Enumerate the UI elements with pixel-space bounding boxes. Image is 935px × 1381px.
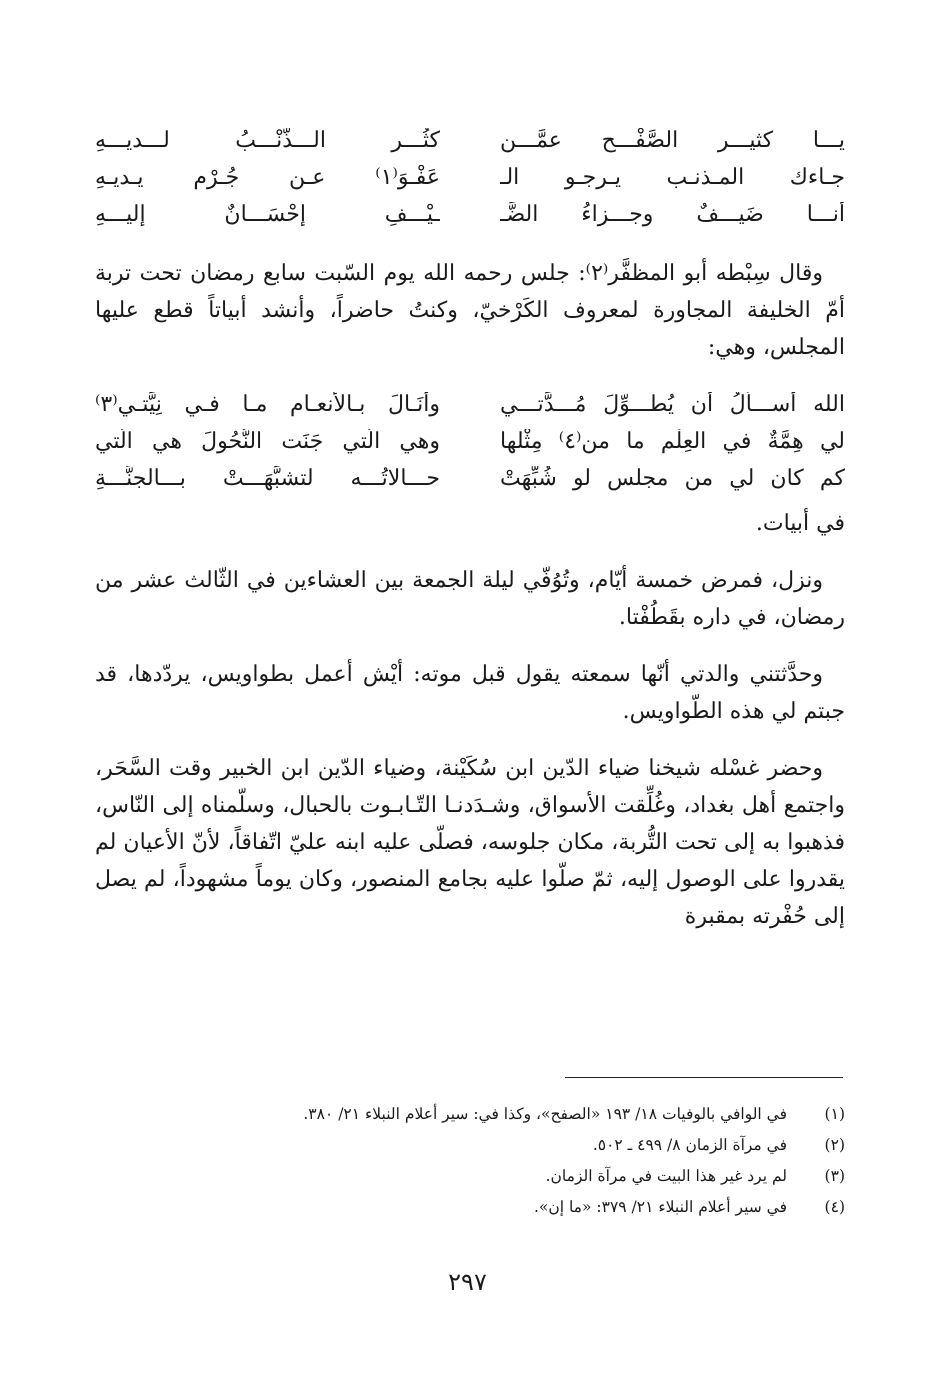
page-body [95,122,845,935]
verse-left-hemistich: عَفْـوَ⁽١⁾ عـن جُـرْم يـديـهِ [95,165,440,190]
verse-right-hemistich: يـــا كثيـــر الصَّفْـــح عمَّـــن [500,128,845,153]
footnote-number: (٢) [824,1135,845,1154]
verse-left-hemistich: كثُـــر الـــذَّنْـــبُ لـــديـــهِ [95,128,440,153]
paragraph-mother-account: وحدَّثتني والدتي أنّها سمعته يقول قبل موته: أيْش أعمل بطواويس، يردّدها، قد جبتم لي هذه الطّواويس. [95,662,845,724]
verse-left-hemistich: وأنَـالَ بـالأنعـام مـا فـي نِيَّتـي⁽٣⁾ [95,392,440,417]
verse-right-hemistich: الله أســـأَلُ أن يُطـــوِّلَ مُـــدَّتـــي [500,392,845,417]
footnote-text: لم يرد غير هذا البيت في مرآة الزمان. [545,1166,787,1185]
verse-left-hemistich: وهي الّتي جَنَت النُّحُولَ هي الّتي [95,429,440,454]
paragraph-funeral: وحضر غسْله شيخنا ضياء الدّين ابن سُكَيْنة، وضياء الدّين ابن الخبير وقت السَّحَر، واجتمع أهل بغداد، وغُلِّقت الأسواق، وشـدَدنـا التّـابـوت بالحبال، وسلّمناه إلى النّاس، فذهبوا به إلى تحت التُّربة، مكان جلوسه، فصلّى عليه ابنه عليّ اتّفاقاً، لأنّ الأعيان لم يقدروا على الوصول إليه، ثمّ صلّوا عليه بجامع المنصور، وكان يوماً مشهوداً، لم يصل إلى حُفْرته بمقبرة [95,756,846,929]
verse-right-hemistich: لي هِمَّةٌ في العِلْم ما من⁽٤⁾ مِثْلها [500,429,845,454]
page-number: ٢٩٧ [448,1268,487,1296]
footnote-text: في مرآة الزمان ٨/ ٤٩٩ ـ ٥٠٢. [592,1135,787,1154]
verse [95,122,845,159]
paragraph-sibt-account: وقال سِبْطه أبو المظفَّر⁽٢⁾: جلس رحمه الله يوم السّبت سابع رمضان تحت تربة أمّ الخليفة المجاورة لمعروف الكَرْخيّ، وكنتُ حاضراً، وأنشد أبياتاً قطع عليها المجلس، وهي: [95,261,845,360]
verse-left-hemistich: ـيْـــفِ إحْسَـــانٌ إليـــهِ [95,202,440,227]
verse-right-hemistich: كم كان لي من مجلسٍ لو شُبِّهَتْ [500,466,845,491]
poem-second [95,386,845,497]
verse [95,423,845,460]
footnote-number: (٣) [824,1166,845,1185]
verse [95,196,845,233]
verse-left-hemistich: حـــالاتُـــه لتشبَّهَـــتْ بـــالجنَّـــةِ [95,466,440,491]
verse-right-hemistich: جـاءك المـذنـب يـرجـو الـ [500,165,845,190]
verse [95,460,845,497]
footnote-divider [565,1077,843,1078]
paragraph-tail: في أبيات. [755,511,845,536]
verse [95,386,845,423]
footnote [303,1160,845,1191]
footnote [303,1098,845,1129]
verse-right-hemistich: أنـــا ضَيـــفٌ وجـــزاءُ الضَّـ [500,202,845,227]
paragraph-death: ونزل، فمرض خمسة أيّام، وتُوُفّي ليلة الجمعة بين العشاءين في الثّالث عشر من رمضان، في داره بقَطُفْتا. [95,568,845,630]
footnote [303,1129,845,1160]
footnote-text: في الوافي بالوفيات ١٨/ ١٩٣ «الصفح»، وكذا في: سير أعلام النبلاء ٢١/ ٣٨٠. [303,1104,787,1123]
verse [95,159,845,196]
footnote-number: (١) [824,1104,845,1123]
footnote [303,1191,845,1222]
footnotes [303,1098,845,1222]
poem-first [95,122,845,233]
footnote-text: في سير أعلام النبلاء ٢١/ ٣٧٩: «ما إن». [533,1197,787,1216]
footnote-number: (٤) [824,1197,845,1216]
